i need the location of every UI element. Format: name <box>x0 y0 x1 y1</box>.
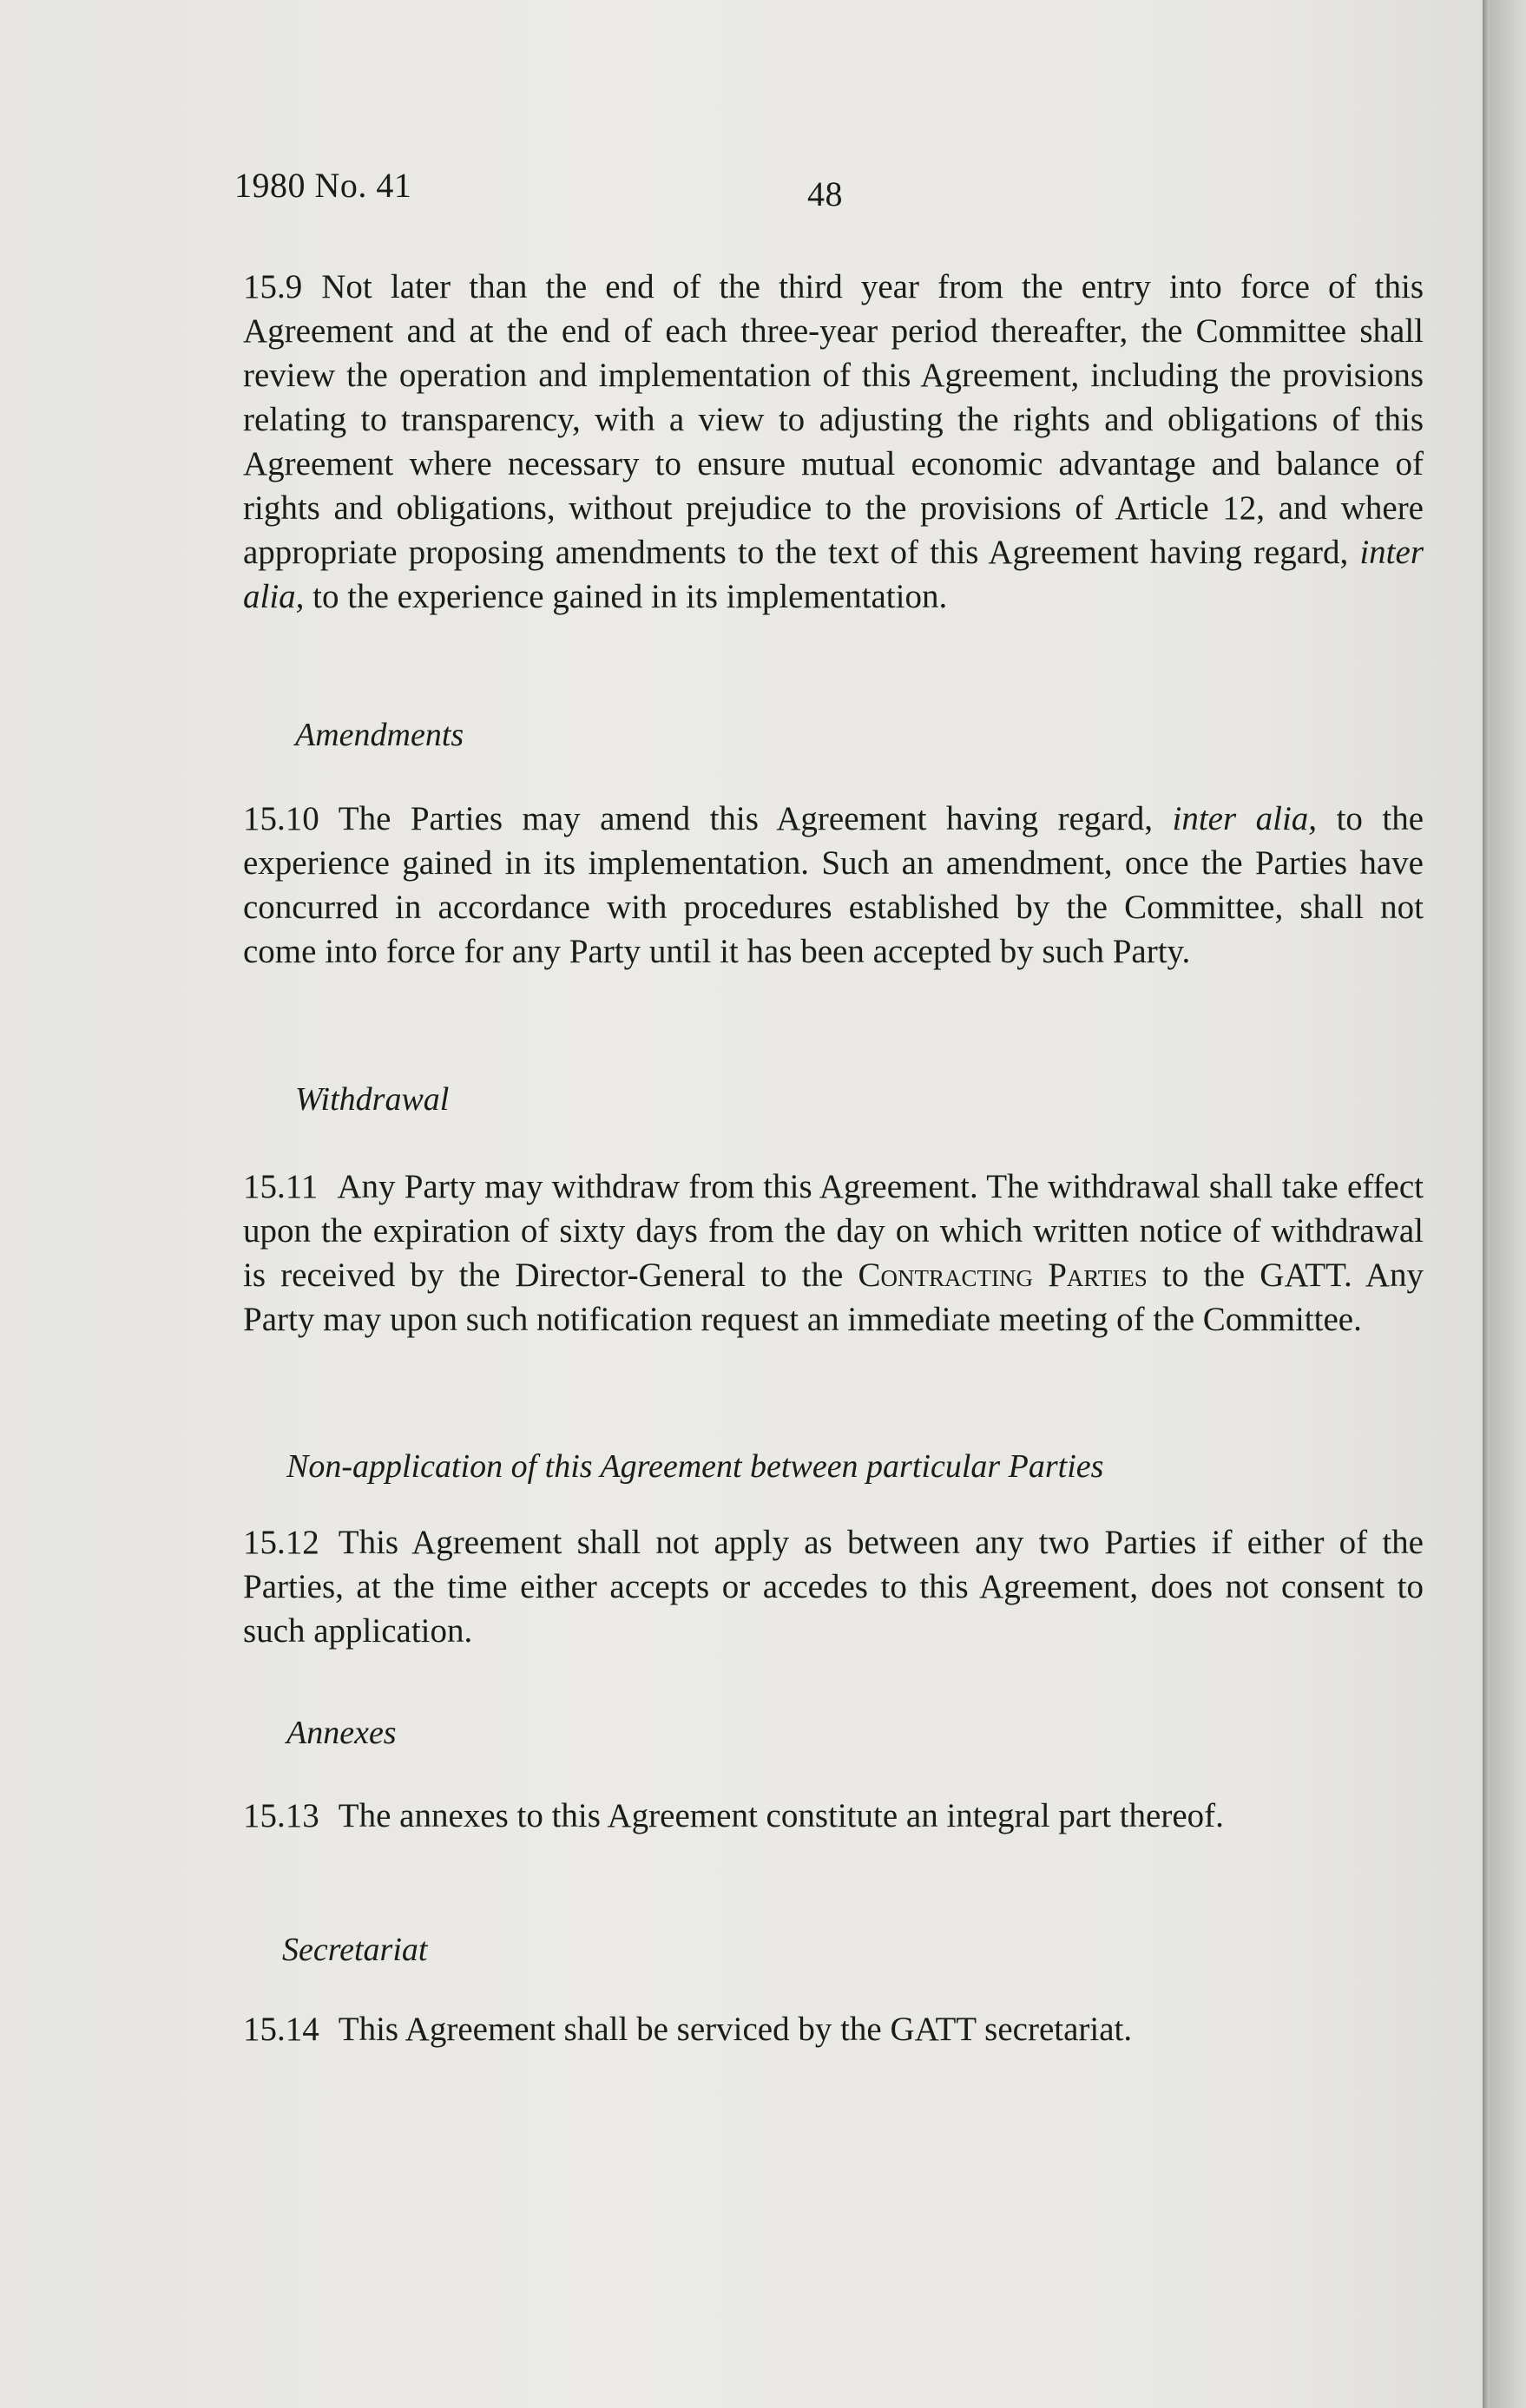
paragraph-smallcaps: Contracting Parties <box>858 1256 1148 1294</box>
section-15-9 <box>243 265 1424 619</box>
heading-secretariat: Secretariat <box>282 1932 428 1968</box>
heading-amendments: Amendments <box>295 717 464 753</box>
paragraph-text-cont: to the experience gained in its implementation. Such an amendment, once the Parties have concurred in accordance with procedures established by the Committee, shall not come into force for any Party until it has been accepted by such Party. <box>243 800 1424 970</box>
paragraph-number: 15.9 <box>243 268 303 305</box>
section-15-12 <box>243 1520 1424 1653</box>
page-edge <box>1483 0 1490 2408</box>
paragraph-number: 15.14 <box>243 2011 319 2048</box>
paragraph-text: This Agreement shall not apply as between any two Parties if either of the Parties, at the time either accepts or accedes to this Agreement, does not consent to such application. <box>243 1524 1424 1650</box>
paragraph-text: Not later than the end of the third year from the entry into force of this Agreement and at the end of each three-year period thereafter, the Committee shall review the operation and implementation of this Agreement, including the provisions relating to transparency, with a view to adjusting the rights and obligations of this Agreement where necessary to ensure mutual economic advantage and balance of rights and obligations, without prejudice to the provisions of Article 12, and where appropriate proposing amendments to the text of this Agreement having regard, <box>243 268 1424 571</box>
paragraph-15-10 <box>243 797 1424 974</box>
paragraph-text: Any Party may withdraw from this Agreement. The withdrawal shall take effect upon the expiration of sixty days from the day on which written notice of withdrawal is received by the Director-General to the <box>243 1168 1424 1294</box>
paragraph-15-12 <box>243 1520 1424 1653</box>
paragraph-italic: inter alia, <box>1172 800 1318 837</box>
page-number: 48 <box>807 174 843 213</box>
section-15-11 <box>243 1165 1424 1342</box>
paragraph-text-cont: to the experience gained in its implementation. <box>312 578 948 615</box>
heading-withdrawal: Withdrawal <box>295 1081 450 1118</box>
paragraph-text-cont: to the GATT. Any Party may upon such notification request an immediate meeting of the Committee. <box>243 1256 1424 1338</box>
paragraph-italic: inter alia, <box>243 534 1424 615</box>
heading-annexes: Annexes <box>286 1715 397 1751</box>
paragraph-text: The Parties may amend this Agreement having regard, <box>338 800 1153 837</box>
paragraph-15-11 <box>243 1165 1424 1342</box>
paragraph-number: 15.10 <box>243 800 319 837</box>
paragraph-text: The annexes to this Agreement constitute an integral part thereof. <box>338 1797 1224 1834</box>
heading-non-application: Non-application of this Agreement between particular Parties <box>286 1448 1104 1485</box>
paragraph-text: This Agreement shall be serviced by the GATT secretariat. <box>338 2011 1133 2048</box>
background-surface <box>1490 0 1526 2408</box>
header-citation: 1980 No. 41 <box>234 166 412 205</box>
paragraph-number: 15.12 <box>243 1524 319 1561</box>
paragraph-15-9 <box>243 265 1424 619</box>
section-15-13 <box>243 1794 1424 1838</box>
paragraph-number: 15.11 <box>243 1168 319 1205</box>
paragraph-15-14 <box>243 2007 1424 2051</box>
section-15-10 <box>243 797 1424 974</box>
paragraph-number: 15.13 <box>243 1797 319 1834</box>
section-15-14 <box>243 2007 1424 2051</box>
paragraph-15-13 <box>243 1794 1424 1838</box>
